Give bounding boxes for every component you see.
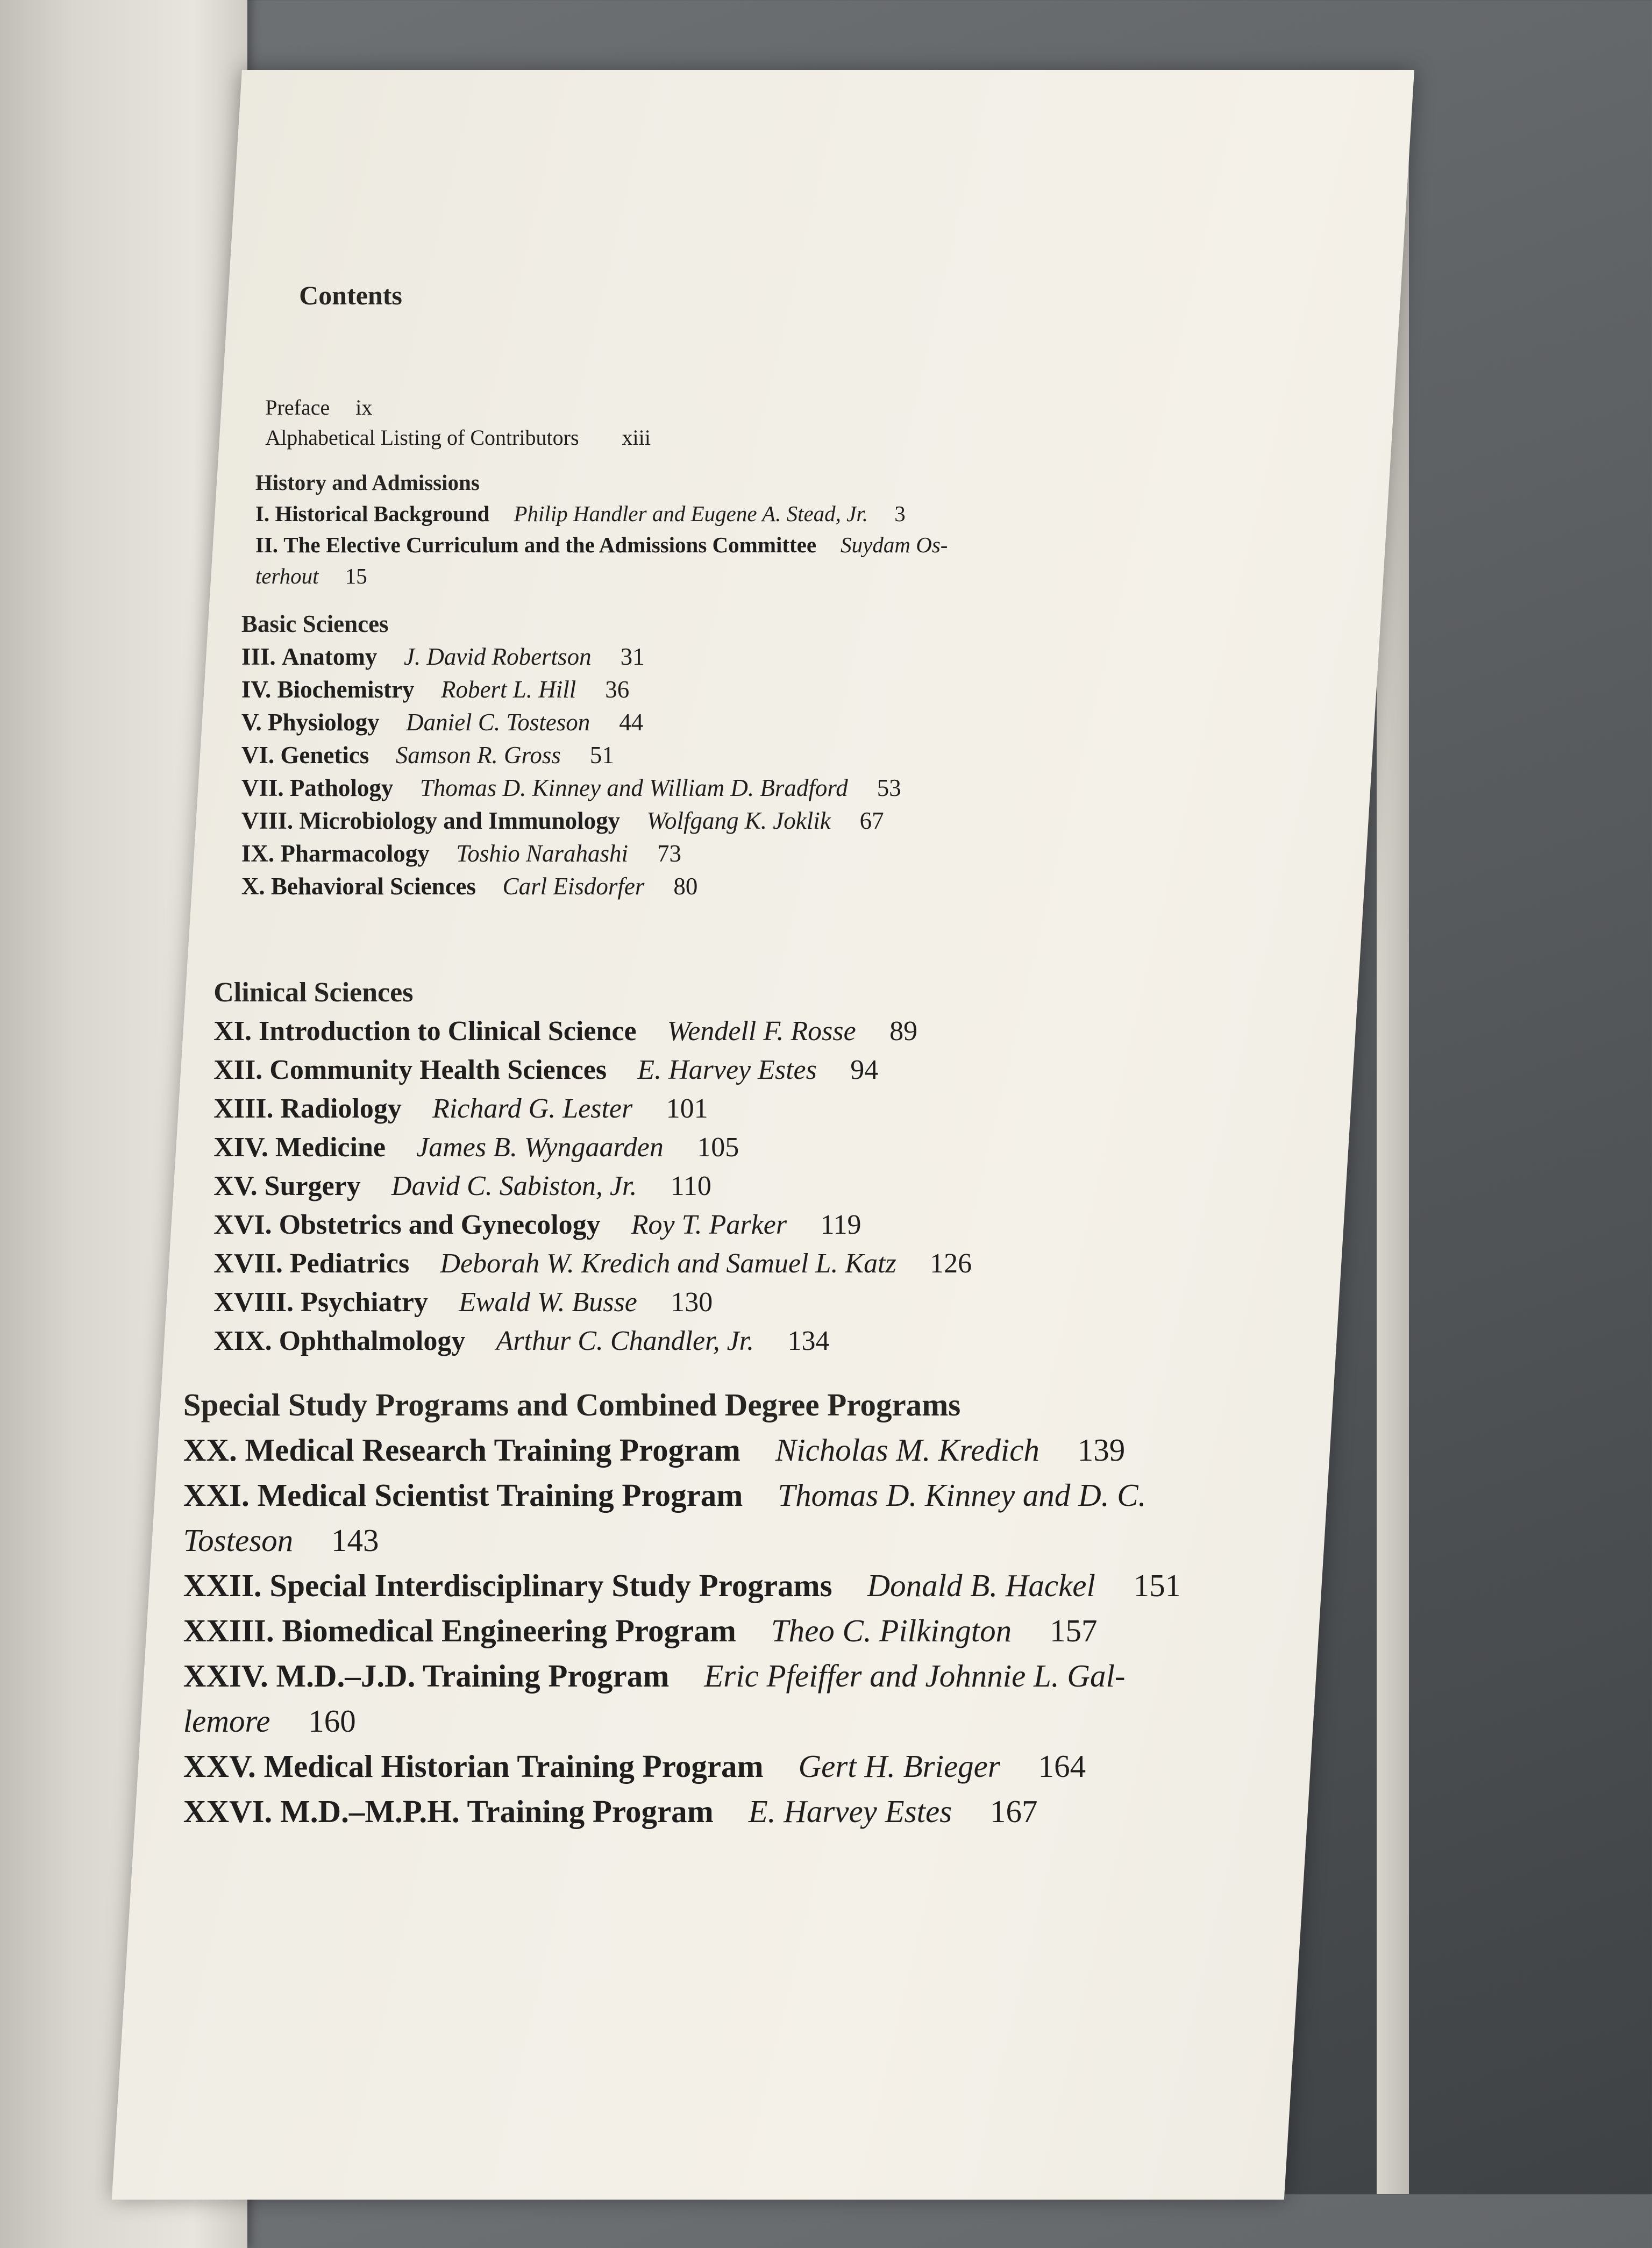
- toc-page: 94: [850, 1055, 879, 1085]
- toc-author: Deborah W. Kredich and Samuel L. Katz: [440, 1248, 896, 1279]
- toc-title: Behavioral Sciences: [270, 873, 476, 900]
- toc-title: Pathology: [289, 774, 394, 801]
- toc-author: Eric Pfeiffer and Johnnie L. Gal-: [704, 1658, 1126, 1694]
- toc-title: Microbiology and Immunology: [299, 807, 621, 834]
- toc-numeral: XX.: [183, 1432, 237, 1468]
- toc-title: Community Health Sciences: [269, 1055, 607, 1085]
- toc-page: 80: [673, 873, 698, 900]
- toc-title: Pediatrics: [289, 1248, 410, 1279]
- toc-page: 44: [619, 709, 644, 736]
- toc-entry: [255, 498, 1390, 529]
- toc-entry: [213, 1322, 1359, 1361]
- toc-page: 167: [989, 1794, 1038, 1829]
- toc-entry: [213, 1051, 1359, 1090]
- toc-numeral: XVIII.: [213, 1287, 294, 1318]
- toc-title: Biomedical Engineering Program: [282, 1613, 736, 1648]
- section-heading: Basic Sciences: [241, 610, 389, 637]
- contents-title: Contents: [299, 280, 402, 310]
- toc-author: Arthur C. Chandler, Jr.: [496, 1326, 754, 1356]
- toc-numeral: VIII.: [241, 807, 294, 834]
- toc-page: ix: [355, 395, 373, 419]
- toc-entry: [241, 641, 1382, 673]
- toc-page: 130: [671, 1287, 713, 1318]
- toc-page: 134: [787, 1326, 830, 1356]
- toc-numeral: V.: [241, 709, 262, 736]
- toc-numeral: II.: [255, 532, 279, 557]
- toc-numeral: XXVI.: [183, 1794, 273, 1829]
- toc-title: Historical Background: [275, 501, 490, 526]
- toc-page: 31: [620, 643, 645, 670]
- toc-title: Radiology: [280, 1093, 402, 1124]
- toc-author: Ewald W. Busse: [459, 1287, 637, 1318]
- toc-author: Toshio Narahashi: [456, 840, 629, 867]
- toc-numeral: IX.: [241, 840, 275, 867]
- toc-title: Anatomy: [281, 643, 378, 670]
- toc-entry: [183, 1472, 1334, 1518]
- toc-entry: [241, 870, 1382, 903]
- section-heading: Clinical Sciences: [213, 977, 414, 1008]
- toc-entry: [183, 1653, 1334, 1698]
- toc-page: 139: [1077, 1432, 1126, 1468]
- toc-entry-continuation: [183, 1698, 1334, 1744]
- toc-author-cont: Tosteson: [183, 1523, 294, 1558]
- toc-numeral: XXIV.: [183, 1658, 268, 1694]
- toc-author: Carl Eisdorfer: [502, 873, 645, 900]
- toc-entry: [213, 1090, 1359, 1128]
- toc-title: M.D.–J.D. Training Program: [276, 1658, 670, 1694]
- toc-entry: [213, 1244, 1359, 1283]
- toc-label: Preface: [265, 395, 330, 419]
- toc-author: Philip Handler and Eugene A. Stead, Jr.: [514, 501, 868, 526]
- toc-entry: [213, 1128, 1359, 1167]
- toc-author: Samson R. Gross: [395, 742, 561, 769]
- toc-page: 119: [820, 1210, 861, 1240]
- toc-label: Alphabetical Listing of Contributors: [265, 425, 579, 450]
- toc-author: Roy T. Parker: [631, 1210, 787, 1240]
- front-matter-item: [265, 393, 1394, 423]
- toc-numeral: XV.: [213, 1171, 258, 1201]
- front-matter-item: [265, 423, 1394, 453]
- toc-page: 110: [670, 1171, 711, 1201]
- contents-title-block: [299, 280, 1401, 311]
- toc-numeral: XXIII.: [183, 1613, 274, 1648]
- toc-entry: [183, 1789, 1334, 1834]
- toc-numeral: XIX.: [213, 1326, 272, 1356]
- toc-numeral: XI.: [213, 1016, 252, 1047]
- toc-entry: [213, 1206, 1359, 1244]
- toc-author: Gert H. Brieger: [798, 1748, 1000, 1784]
- section-basic-sciences: [241, 608, 1382, 903]
- toc-page: 105: [697, 1132, 739, 1163]
- toc-numeral: XIV.: [213, 1132, 268, 1163]
- section-history-admissions: [255, 467, 1390, 592]
- toc-entry: [183, 1744, 1334, 1789]
- toc-page: 73: [657, 840, 682, 867]
- toc-author: Suydam Os-: [841, 532, 948, 557]
- toc-entry: [183, 1563, 1334, 1608]
- toc-entry: [241, 837, 1382, 870]
- toc-title: The Elective Curriculum and the Admissions Committee: [283, 532, 817, 557]
- section-heading: History and Admissions: [255, 470, 480, 495]
- toc-entry: [241, 673, 1382, 706]
- toc-title: Introduction to Clinical Science: [259, 1016, 637, 1047]
- toc-author: Thomas D. Kinney and William D. Bradford: [419, 774, 848, 801]
- toc-entry: [183, 1427, 1334, 1472]
- toc-page: 3: [894, 501, 906, 526]
- toc-page: 101: [666, 1093, 708, 1124]
- toc-title: Medical Research Training Program: [245, 1432, 740, 1468]
- toc-page: 151: [1133, 1568, 1181, 1603]
- toc-entry: [213, 1012, 1359, 1051]
- toc-title: Surgery: [264, 1171, 361, 1201]
- toc-entry: [183, 1608, 1334, 1653]
- toc-title: Medical Scientist Training Program: [257, 1477, 743, 1513]
- toc-entry: [241, 805, 1382, 837]
- toc-numeral: XII.: [213, 1055, 263, 1085]
- toc-numeral: XXV.: [183, 1748, 256, 1784]
- toc-author: Robert L. Hill: [441, 676, 576, 703]
- toc-page: 15: [345, 564, 367, 588]
- toc-page: xiii: [622, 425, 651, 450]
- toc-author: E. Harvey Estes: [637, 1055, 817, 1085]
- toc-entry: [255, 529, 1390, 560]
- toc-author: Nicholas M. Kredich: [775, 1432, 1039, 1468]
- toc-numeral: III.: [241, 643, 276, 670]
- toc-numeral: XVII.: [213, 1248, 283, 1279]
- toc-numeral: IV.: [241, 676, 272, 703]
- toc-author: James B. Wyngaarden: [416, 1132, 664, 1163]
- toc-entry: [241, 772, 1382, 805]
- toc-title: M.D.–M.P.H. Training Program: [280, 1794, 714, 1829]
- toc-author: David C. Sabiston, Jr.: [391, 1171, 637, 1201]
- toc-author: Daniel C. Tosteson: [406, 709, 590, 736]
- toc-title: Medicine: [275, 1132, 386, 1163]
- toc-entry: [213, 1283, 1359, 1322]
- toc-page: 53: [877, 774, 901, 801]
- toc-title: Genetics: [280, 742, 369, 769]
- toc-title: Ophthalmology: [279, 1326, 466, 1356]
- toc-author: Thomas D. Kinney and D. C.: [778, 1477, 1147, 1513]
- toc-page: 143: [331, 1523, 379, 1558]
- toc-entry: [241, 739, 1382, 772]
- toc-numeral: VII.: [241, 774, 284, 801]
- toc-entry: [213, 1167, 1359, 1206]
- toc-title: Psychiatry: [301, 1287, 428, 1318]
- toc-page: 36: [605, 676, 630, 703]
- toc-page: 89: [889, 1016, 918, 1047]
- toc-title: Obstetrics and Gynecology: [279, 1210, 601, 1240]
- toc-entry-continuation: [183, 1518, 1334, 1563]
- toc-author: E. Harvey Estes: [748, 1794, 952, 1829]
- toc-page: 126: [930, 1248, 972, 1279]
- book-page: [112, 70, 1414, 2200]
- toc-title: Medical Historian Training Program: [264, 1748, 764, 1784]
- toc-page: 51: [589, 742, 614, 769]
- toc-numeral: XIII.: [213, 1093, 274, 1124]
- section-clinical-sciences: [213, 973, 1359, 1361]
- toc-numeral: XVI.: [213, 1210, 272, 1240]
- toc-entry: [241, 706, 1382, 739]
- toc-author: Theo C. Pilkington: [771, 1613, 1012, 1648]
- toc-author: Richard G. Lester: [432, 1093, 633, 1124]
- toc-numeral: X.: [241, 873, 265, 900]
- section-heading: Special Study Programs and Combined Degree Programs: [183, 1387, 961, 1422]
- section-special-programs: [183, 1382, 1334, 1834]
- toc-numeral: VI.: [241, 742, 275, 769]
- toc-page: 164: [1038, 1748, 1086, 1784]
- toc-author: Wendell F. Rosse: [667, 1016, 856, 1047]
- toc-numeral: XXI.: [183, 1477, 250, 1513]
- toc-author-cont: terhout: [255, 564, 319, 588]
- toc-entry-continuation: [255, 560, 1390, 592]
- toc-page: 157: [1049, 1613, 1098, 1648]
- toc-author: Donald B. Hackel: [867, 1568, 1095, 1603]
- toc-page: 67: [859, 807, 884, 834]
- toc-author: Wolfgang K. Joklik: [646, 807, 831, 834]
- toc-title: Special Interdisciplinary Study Programs: [269, 1568, 832, 1603]
- front-matter: [265, 393, 1394, 453]
- toc-author: J. David Robertson: [403, 643, 592, 670]
- toc-page: 160: [308, 1703, 356, 1739]
- toc-title: Pharmacology: [280, 840, 430, 867]
- toc-title: Physiology: [268, 709, 380, 736]
- toc-title: Biochemistry: [277, 676, 415, 703]
- toc-numeral: XXII.: [183, 1568, 262, 1603]
- toc-numeral: I.: [255, 501, 270, 526]
- toc-author-cont: lemore: [183, 1703, 270, 1739]
